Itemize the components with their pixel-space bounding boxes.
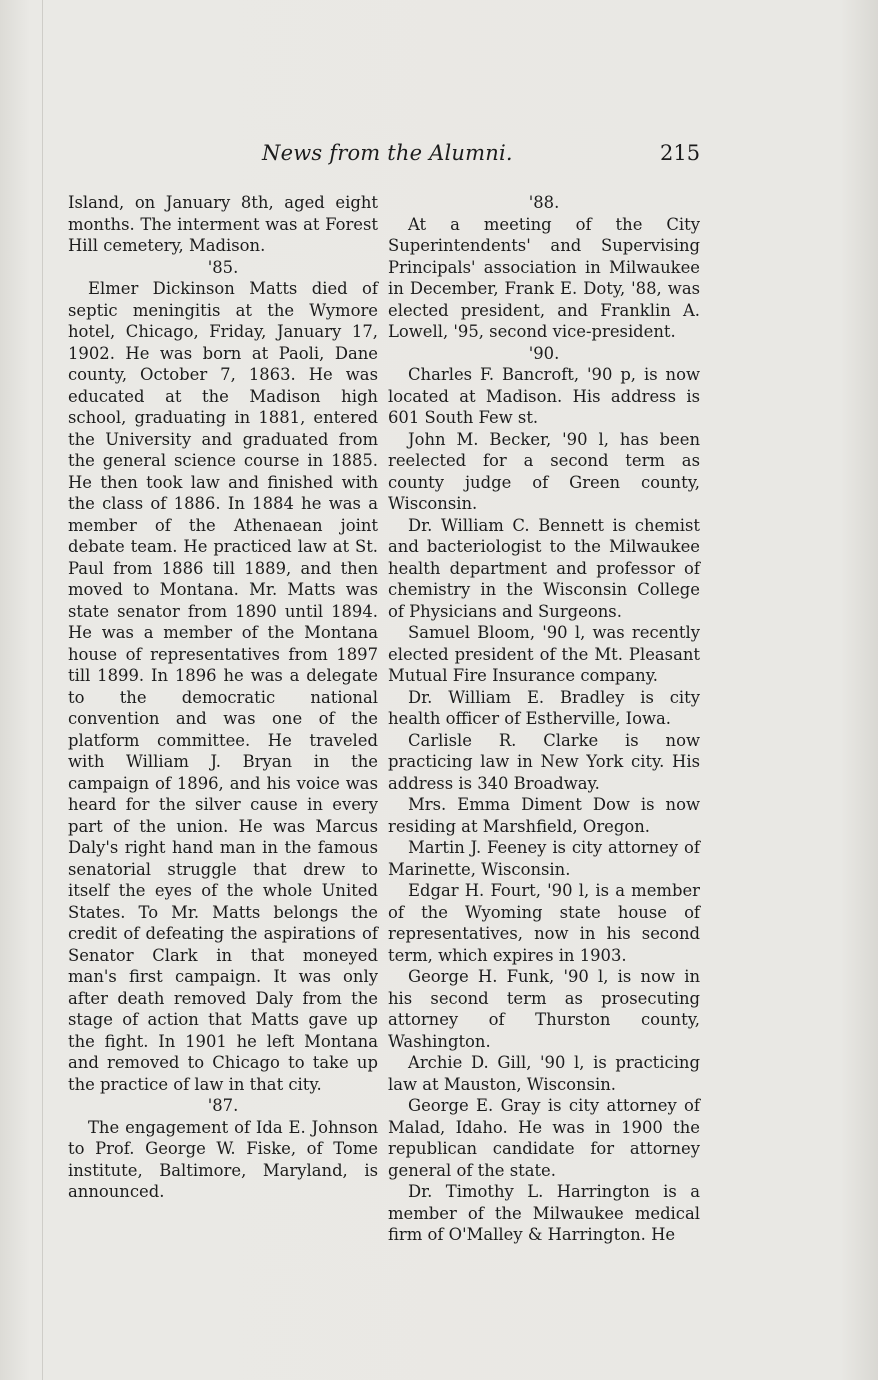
paragraph: Mrs. Emma Diment Dow is now residing at Marshfield, Oregon. (388, 795, 700, 836)
right-column (388, 192, 700, 1246)
paragraph: George E. Gray is city attorney of Malad, Idaho. He was in 1900 the republican candidate for attorney general of the state. (388, 1096, 700, 1180)
paragraph: George H. Funk, '90 l, is now in his second term as prosecuting attorney of Thurston county, Washington. (388, 967, 700, 1051)
paragraph: Elmer Dickinson Matts died of septic meningitis at the Wymore hotel, Chicago, Friday, January 17, 1902. He was born at Paoli, Dane county, October 7, 1863. He was educated at the Madison high school, graduating in 1881, entered the University and graduated from the general science course in 1885. He then took law and finished with the class of 1886. In 1884 he was a member of the Athenaean joint debate team. He practiced law at St. Paul from 1886 till 1889, and then moved to Montana. Mr. Matts was state senator from 1890 until 1894. He was a member of the Montana house of representatives from 1897 till 1899. In 1896 he was a delegate to the democratic national convention and was one of the platform committee. He traveled with William J. Bryan in the campaign of 1896, and his voice was heard for the silver cause in every part of the union. He was Marcus Daly's right hand man in the famous senatorial struggle that drew to itself the eyes of the whole United States. To Mr. Matts belongs the credit of defeating the aspirations of Senator Clark in that moneyed man's first campaign. It was only after death removed Daly from the stage of action that Matts gave up the fight. In 1901 he left Montana and removed to Chicago to take up the practice of law in that city. (68, 279, 378, 1094)
page-edge-line (42, 0, 43, 1380)
paragraph: Dr. William C. Bennett is chemist and bacteriologist to the Milwaukee health department and professor of chemistry in the Wisconsin College of Physicians and Surgeons. (388, 515, 700, 621)
left-column (68, 192, 378, 1203)
page-number: 215 (660, 141, 701, 165)
paragraph: Island, on January 8th, aged eight months. The interment was at Forest Hill cemetery, Madison. (68, 193, 378, 255)
year-heading: '90. (528, 343, 560, 363)
paragraph: At a meeting of the City Superintendents' and Supervising Principals' association in Milwaukee in December, Frank E. Doty, '88, was elected president, and Franklin A. Lowell, '95, second vice-president. (388, 214, 700, 341)
page-header (0, 141, 878, 171)
paragraph: Charles F. Bancroft, '90 p, is now located at Madison. His address is 601 South Few st. (388, 365, 700, 427)
paragraph: Samuel Bloom, '90 l, was recently elected president of the Mt. Pleasant Mutual Fire Insurance company. (388, 623, 700, 685)
paragraph: John M. Becker, '90 l, has been reelected for a second term as county judge of Green county, Wisconsin. (388, 429, 700, 513)
paragraph: Martin J. Feeney is city attorney of Marinette, Wisconsin. (388, 838, 700, 879)
paragraph: Edgar H. Fourt, '90 l, is a member of the Wyoming state house of representatives, now in his second term, which expires in 1903. (388, 881, 700, 965)
year-heading: '85. (207, 257, 239, 277)
running-title: News from the Alumni. (262, 141, 513, 165)
year-heading: '87. (207, 1096, 239, 1115)
year-heading: '88. (528, 193, 560, 212)
paragraph: The engagement of Ida E. Johnson to Prof. George W. Fiske, of Tome institute, Baltimore, Maryland, is announced. (68, 1117, 378, 1201)
paragraph: Dr. William E. Bradley is city health officer of Estherville, Iowa. (388, 687, 700, 728)
paragraph: Carlisle R. Clarke is now practicing law in New York city. His address is 340 Broadway. (388, 730, 700, 793)
paragraph: Archie D. Gill, '90 l, is practicing law at Mauston, Wisconsin. (388, 1053, 700, 1094)
paragraph: Dr. Timothy L. Harrington is a member of the Milwaukee medical firm of O'Malley & Harrington. He (388, 1182, 700, 1244)
